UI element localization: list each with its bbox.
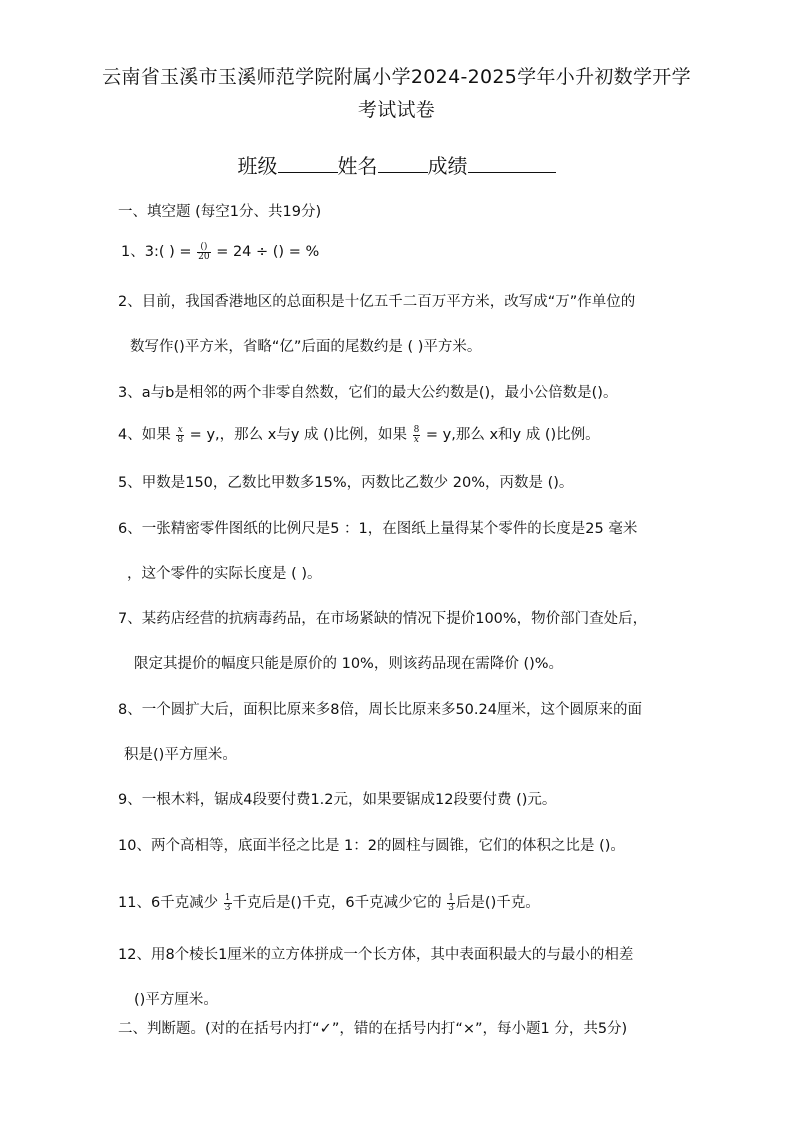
- q4-frac2-num: 8: [413, 424, 420, 435]
- question-2-line1: 2、目前，我国香港地区的总面积是十亿五千二百万平方米，改写成“万”作单位的: [118, 294, 636, 310]
- q11-text-a: 11、6千克减少: [118, 895, 223, 911]
- question-7-line2: 限定其提价的幅度只能是原价的 10%，则该药品现在需降价 ()%。: [134, 656, 564, 672]
- exam-title-line1: 云南省玉溪市玉溪师范学院附属小学2024-2025学年小升初数学开学: [102, 66, 691, 88]
- question-11: [118, 891, 540, 913]
- q1-text-a: 1、3:( ) =: [121, 244, 197, 260]
- q4-text-b: = y,，那么 x与y 成 ()比例，如果: [185, 427, 412, 443]
- question-12-line2: ()平方厘米。: [134, 992, 218, 1008]
- question-7-line1: 7、某药店经营的抗病毒药品，在市场紧缺的情况下提价100%，物价部门查处后，: [118, 611, 648, 627]
- question-1: [121, 240, 319, 262]
- question-6-line1: 6、一张精密零件图纸的比例尺是5 ：1，在图纸上量得某个零件的长度是25 毫米: [118, 521, 638, 537]
- class-blank[interactable]: [278, 154, 338, 173]
- q4-text-c: = y,那么 x和y 成 ()比例。: [421, 427, 600, 443]
- question-2-line2: 数写作()平方米，省略“亿”后面的尾数约是 ( )平方米。: [130, 339, 482, 355]
- q11-frac2-num: 1: [448, 892, 454, 903]
- question-9: 9、一根木料，锯成4段要付费1.2元，如果要锯成12段要付费 ()元。: [118, 792, 557, 808]
- question-8-line1: 8、一个圆扩大后，面积比原来多8倍，周长比原来多50.24厘米，这个圆原来的面: [118, 702, 642, 718]
- section2-heading: 二、判断题。(对的在括号内打“✓”，错的在括号内打“×”，每小题1 分，共5分): [118, 1021, 628, 1037]
- question-12-line1: 12、用8个棱长1厘米的立方体拼成一个长方体，其中表面积最大的与最小的相差: [118, 947, 634, 963]
- question-6-line2: ，这个零件的实际长度是 ( )。: [127, 566, 322, 582]
- exam-title-line2: 考试试卷: [357, 99, 436, 121]
- question-10: 10、两个高相等，底面半径之比是 1：2的圆柱与圆锥，它们的体积之比是 ()。: [118, 838, 625, 854]
- question-3: 3、a与b是相邻的两个非零自然数，它们的最大公约数是()，最小公倍数是()。: [118, 385, 618, 401]
- q11-frac1-den: 3: [224, 902, 231, 913]
- q11-fraction-1: [224, 894, 232, 913]
- class-label: 班级: [237, 154, 278, 178]
- q4-fraction-1: [176, 426, 184, 445]
- q11-fraction-2: [447, 894, 455, 913]
- question-8-line2: 积是()平方厘米。: [124, 747, 237, 763]
- q11-text-b: 千克后是()千克，6千克减少它的: [232, 895, 447, 911]
- q4-text-a: 4、如果: [118, 427, 176, 443]
- q1-fraction: [197, 243, 210, 262]
- q1-frac-num: (): [197, 243, 210, 253]
- score-blank[interactable]: [468, 154, 556, 173]
- section1-heading: 一、填空题 (每空1分、共19分): [118, 204, 322, 220]
- q4-frac1-den: 8: [177, 434, 184, 445]
- q4-frac1-num: x: [177, 424, 183, 435]
- q11-frac1-num: 1: [224, 892, 231, 903]
- q4-fraction-2: [413, 426, 421, 445]
- question-5: 5、甲数是150，乙数比甲数多15%，丙数比乙数少 20%，丙数是 ()。: [118, 475, 574, 491]
- q1-frac-den: 20: [198, 251, 210, 262]
- name-label: 姓名: [337, 154, 378, 178]
- q11-text-c: 后是()千克。: [455, 895, 540, 911]
- question-4: [118, 423, 600, 445]
- score-label: 成绩: [427, 154, 468, 178]
- q1-text-b: = 24 ÷ () = %: [211, 244, 320, 260]
- q11-frac2-den: 3: [448, 902, 454, 913]
- q4-frac2-den: x: [413, 434, 419, 445]
- student-info-row: [0, 150, 793, 179]
- name-blank[interactable]: [378, 154, 428, 173]
